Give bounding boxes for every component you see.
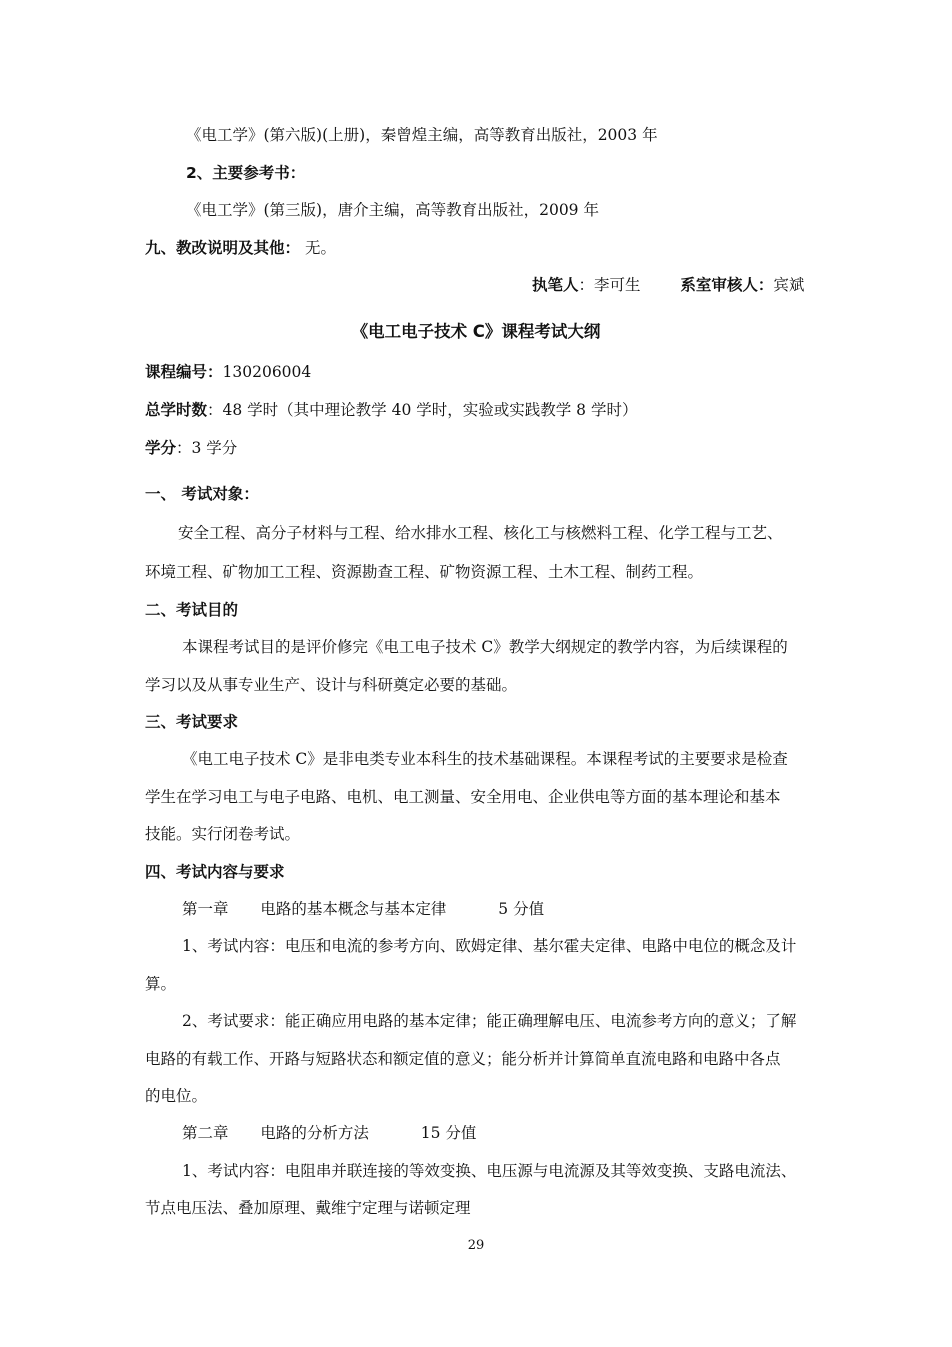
chapter-2-heading: [182, 1123, 476, 1143]
textbook-reference: 《电工学》(第三版)，唐介主编，高等教育出版社，2009 年: [186, 201, 599, 219]
total-hours-label: 总学时数: [145, 401, 208, 419]
chapter-2-content-line: 1、考试内容：电阻串并联连接的等效变换、电压源与电流源及其等效变换、支路电流法、: [182, 1162, 797, 1180]
chapter-2-title: 电路的分析方法: [260, 1124, 369, 1142]
credits: [145, 438, 237, 458]
outline-title: 《电工电子技术 C》课程考试大纲: [351, 322, 601, 341]
section-4-heading: 四、考试内容与要求: [145, 863, 285, 881]
chapter-1-requirement-line: 电路的有载工作、开路与短路状态和额定值的意义；能分析并计算简单直流电路和电路中各点: [145, 1050, 781, 1068]
section-1-text-line: 环境工程、矿物加工工程、资源勘查工程、矿物资源工程、土木工程、制药工程。: [145, 563, 704, 581]
textbook-main: 《电工学》(第六版)(上册)，秦曾煌主编，高等教育出版社，2003 年: [186, 126, 658, 144]
chapter-1-content-line: 1、考试内容：电压和电流的参考方向、欧姆定律、基尔霍夫定律、电路中电位的概念及计: [182, 937, 797, 955]
section-2-text-line: 本课程考试目的是评价修完《电工电子技术 C》教学大纲规定的教学内容，为后续课程的: [182, 638, 788, 656]
section-3-text-line: 《电工电子技术 C》是非电类专业本科生的技术基础课程。本课程考试的主要要求是检查: [182, 750, 788, 768]
reference-books-heading: 2、主要参考书：: [186, 164, 306, 182]
section-1-text-line: 安全工程、高分子材料与工程、给水排水工程、核化工与核燃料工程、化学工程与工艺、: [178, 524, 783, 542]
credits-value: ：3 学分: [176, 439, 238, 457]
section-3-text-line: 技能。实行闭卷考试。: [145, 825, 301, 843]
chapter-1-requirement-line: 的电位。: [145, 1087, 208, 1105]
signoff: [532, 275, 804, 295]
chapter-1-score: 5 分值: [498, 900, 545, 918]
course-code-label: 课程编号：: [145, 363, 223, 381]
section-9: [145, 238, 336, 258]
chapter-2-content-line: 节点电压法、叠加原理、戴维宁定理与诺顿定理: [145, 1199, 471, 1217]
credits-label: 学分: [145, 439, 177, 457]
chapter-1-heading: [182, 899, 544, 919]
reviewer-label: 系室审核人：: [680, 276, 774, 294]
reviewer-name: 宾斌: [773, 276, 805, 294]
section-9-label: 九、教改说明及其他：: [145, 239, 301, 257]
author-label: 执笔人: [532, 276, 579, 294]
chapter-1-content-line: 算。: [145, 975, 177, 993]
chapter-1-title: 电路的基本概念与基本定律: [260, 900, 447, 918]
section-3-text-line: 学生在学习电工与电子电路、电机、电工测量、安全用电、企业供电等方面的基本理论和基本: [145, 788, 781, 806]
section-9-value: 无。: [304, 239, 336, 257]
author-name: ：李可生: [578, 276, 641, 294]
section-1-heading: 一、 考试对象：: [145, 485, 259, 503]
section-2-text-line: 学习以及从事专业生产、设计与科研奠定必要的基础。: [145, 676, 518, 694]
chapter-1-requirement-line: 2、考试要求：能正确应用电路的基本定律；能正确理解电压、电流参考方向的意义；了解: [182, 1012, 797, 1030]
chapter-2-score: 15 分值: [420, 1124, 477, 1142]
chapter-1-label: 第一章: [182, 900, 229, 918]
total-hours: [145, 400, 637, 420]
chapter-2-label: 第二章: [182, 1124, 229, 1142]
page-number: 29: [467, 1238, 485, 1253]
section-3-heading: 三、考试要求: [145, 713, 239, 731]
course-code: [145, 362, 311, 382]
course-code-value: 130206004: [222, 363, 312, 381]
total-hours-value: ：48 学时（其中理论教学 40 学时，实验或实践教学 8 学时）: [207, 401, 638, 419]
section-2-heading: 二、考试目的: [145, 601, 239, 619]
